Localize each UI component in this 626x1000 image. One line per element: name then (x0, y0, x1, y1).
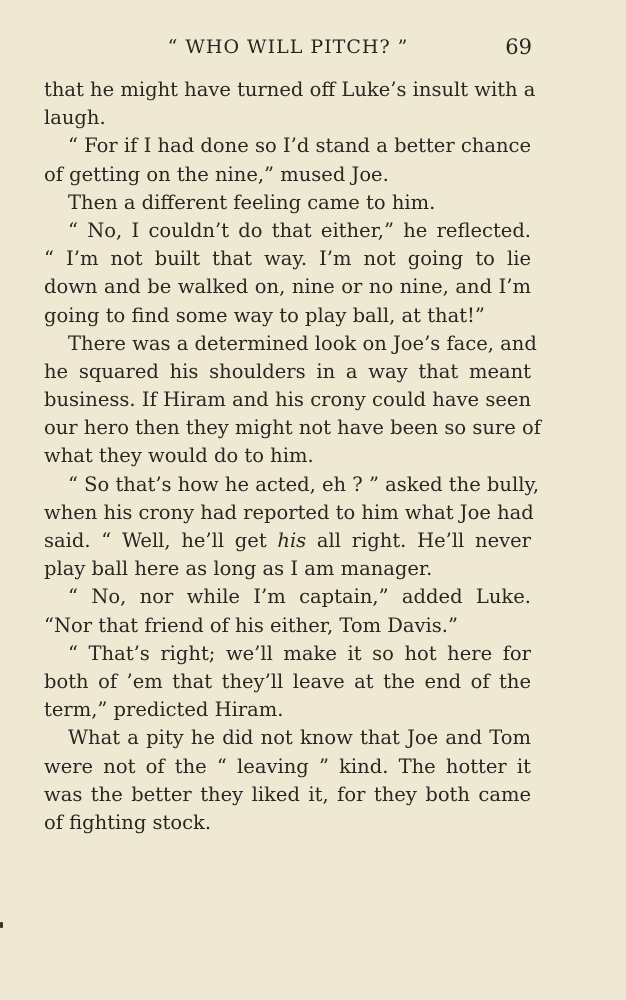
text-line (44, 527, 531, 555)
margin-mark (0, 922, 3, 928)
text-line: down and be walked on, nine or no nine, and I’m (44, 275, 531, 299)
text-line: were not of the “ leaving ” kind. The hotter it (44, 754, 531, 778)
text-line: he squared his shoulders in a way that meant (44, 359, 531, 383)
text-line: Then a different feeling came to him. (68, 190, 436, 214)
text-line: that he might have turned off Luke’s insult with a (44, 78, 536, 101)
text-line: term,” predicted Hiram. (44, 698, 284, 722)
text-segment: said. “ Well, he’ll get (44, 529, 278, 552)
text-line: our hero then they might not have been so sure of (44, 416, 541, 440)
text-line: laugh. (44, 106, 106, 130)
text-line: play ball here as long as I am manager. (44, 557, 433, 581)
text-segment: all right. He’ll never (306, 529, 531, 552)
page-number: 69 (505, 35, 532, 59)
text-line: of getting on the nine,” mused Joe. (44, 162, 389, 186)
text-line: There was a determined look on Joe’s face, and (68, 331, 537, 355)
text-line: “ No, I couldn’t do that either,” he reflected. (68, 218, 531, 242)
text-line: “Nor that friend of his either, Tom Davis.” (44, 613, 458, 637)
text-line: What a pity he did not know that Joe and Tom (68, 726, 531, 750)
text-line: “ So that’s how he acted, eh ? ” asked the bully, (68, 472, 540, 496)
emphasis: his (277, 529, 307, 552)
text-line: “ I’m not built that way. I’m not going to lie (44, 247, 531, 271)
text-line: “ For if I had done so I’d stand a better chance (68, 134, 531, 158)
running-title: “ WHO WILL PITCH? ” (167, 36, 409, 58)
text-line: what they would do to him. (44, 444, 314, 468)
text-line: going to find some way to play ball, at that!” (44, 303, 485, 327)
text-line: of fighting stock. (44, 810, 212, 834)
text-line: “ No, nor while I’m captain,” added Luke. (68, 585, 531, 609)
body-text (44, 76, 541, 837)
text-line: “ That’s right; we’ll make it so hot here for (68, 641, 531, 665)
text-line: both of ’em that they’ll leave at the end of the (44, 669, 531, 693)
text-line: when his crony had reported to him what Joe had (44, 500, 534, 524)
text-line: was the better they liked it, for they both came (44, 782, 531, 806)
running-head (44, 36, 532, 66)
text-line: business. If Hiram and his crony could have seen (44, 388, 531, 412)
